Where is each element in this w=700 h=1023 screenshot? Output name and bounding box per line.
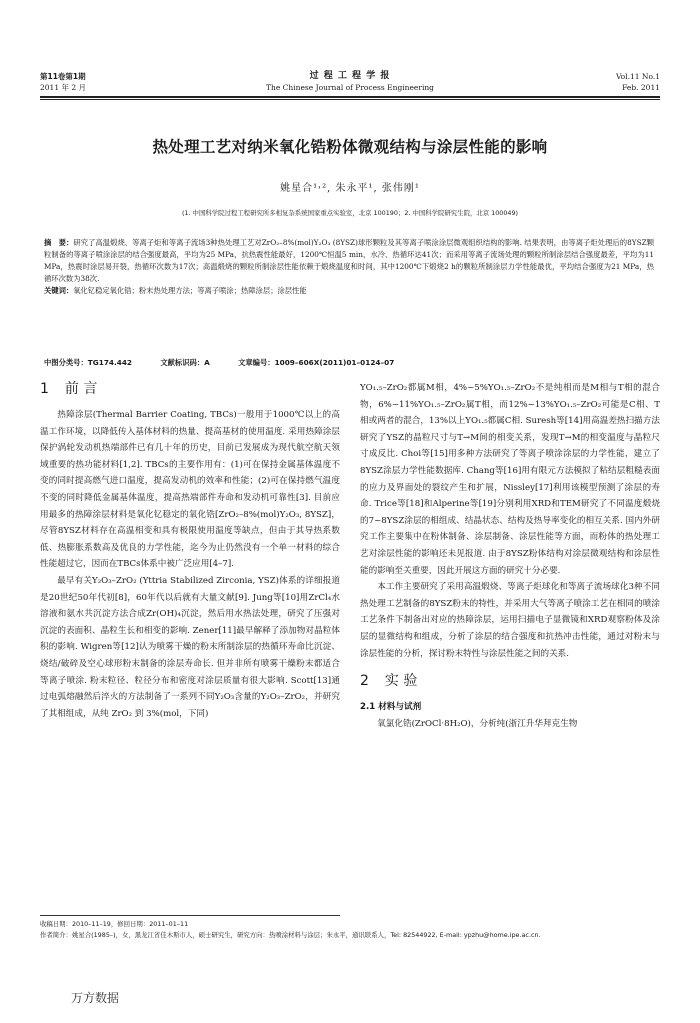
journal-name-cn: 过 程 工 程 学 报 [309, 71, 391, 81]
classification-line [44, 358, 654, 368]
header-rule-thick [40, 96, 660, 98]
journal-name-center [200, 71, 500, 93]
subsection-2-1-heading: 2.1 材料与试剂 [360, 702, 422, 713]
journal-name-en: The Chinese Journal of Process Engineering [266, 83, 434, 92]
abstract-block [44, 237, 654, 297]
watermark-text: 万方数据 [71, 991, 120, 1005]
keywords-line [44, 285, 654, 297]
doc-code-field: 文献标识码：A [160, 358, 210, 367]
abstract-text: 研究了高温煅烧、等离子炬和等离子流场3种热处理工艺对ZrO₂–8%(mol)Y₂O₃ (8YSZ)球形颗粒及其等离子喷涂涂层微观组织结构的影响. 结果表明，由等离子炬处理后的8YSZ颗粒制备的等离子喷涂涂层的结合强度最高，平均为25 MPa，抗热震性能最好，1200℃恒温5 min，水冷、热循环达41次；而采用等离子流场处理的颗粒所制涂层结合强度最差，平均为11 MPa，热震时涂层易开裂，热循环次数为17次；高温煅烧的颗粒所制涂层性能依赖于煅烧温度和时间，其中1200℃下煅烧2 h的颗粒所制涂层力学性能最优，平均结合强度为21 MPa，热循环次数为38次. [44, 238, 655, 284]
intro-paragraph-3: YO₁.₅–ZrO₂都属M相，4%~5%YO₁.₅–ZrO₂不是纯相而是M相与T相的混合物，6%~11%YO₁.₅–ZrO₂属T相，而12%~13%YO₁.₅–ZrO₂可能是C相、T相或两者的混合，13%以上YO₁.₅都属C相. Suresh等[14]用高温差热扫描方法研究了YSZ的晶粒尺寸与T→M间的相变关系，发现T→M的相变温度与晶粒尺寸成反比. Choi等[15]用多种方法研究了等离子喷涂涂层的力学性能，建立了8YSZ涂层力学性能数据库. Chang等[16]用有限元方法模拟了粘结层粗糙表面的应力及界面处的裂纹产生和扩展，Nissley[17]利用该模型预测了涂层的寿命. Trice等[18]和Alperine等[19]分别利用XRD和TEM研究了不同温度煅烧的7~8YSZ涂层的相组成、结晶状态、结构及热导率变化的相互关系. 国内外研究工作主要集中在粉体制备、涂层制备、涂层性能等方面，而粉体的热处理工艺对涂层性能的影响还未见报道. 由于8YSZ粉体结构对涂层微观结构和涂层性能的影响至关重要，因此开展这方面的研究十分必要. [360, 383, 660, 576]
body-column-right [360, 380, 660, 732]
abstract-label: 摘 要： [44, 238, 74, 247]
article-authors: 姚星合¹˒², 朱永平¹, 张伟刚¹ [280, 183, 420, 194]
intro-paragraph-2: 最早有关Y₂O₃–ZrO₂ (Yttria Stabilized Zirconia, YSZ)体系的详细报道是20世纪50年代初[8]，60年代以后就有大量文献[9]. Jung等[10]用ZrCl₄水溶液和氨水共沉淀方法合成Zr(OH)₄沉淀，然后用水热法处理，研究了压强对沉淀的表面积、晶粒生长和相变的影响. Zener[11]最早解释了添加物对晶粒体积的影响. Wigren等[12]认为喷雾干燥的粉末所制涂层的热循环寿命比沉淀、烧结/破碎及空心球形粉末制备的涂层寿命长. 但并非所有喷雾干燥粉末都适合等离子喷涂. 粉末粒径、粒径分布和密度对涂层质量有很大影响. Scott[13]通过电弧熔融然后淬火的方法制备了一系列不同Y₂O₃含量的Y₂O₃–ZrO₂，并研究了其相组成，从纯 ZrO₂ 到 3%(mol，下同) [40, 575, 340, 719]
keywords-label: 关键词： [44, 286, 74, 296]
abstract-paragraph [44, 237, 654, 285]
article-title: 热处理工艺对纳米氧化锆粉体微观结构与涂层性能的影响 [152, 138, 548, 156]
footnote-rule [40, 915, 340, 916]
intro-paragraph-1: 热障涂层(Thermal Barrier Coating, TBCs)一般用于1000℃以上的高温工作环境，以降低传入基体材料的热量、提高基材的使用温度. 采用热障涂层保护涡轮发动机热端部件已有几十年的历史，目前已发展成为现代航空航天领域重要的热功能材料[1,2]. TBCs的主要作用有：(1)可在保持金属基体温度不变的同时提高燃气进口温度，提高发动机的效率和性能；(2)可在保持燃气温度不变的同时降低金属基体温度，提高热端部件寿命和发动机可靠性[3]. 目前应用最多的热障涂层材料是氧化钇稳定的氧化锆[ZrO₂–8%(mol)Y₂O₃, 8YSZ]，尽管8YSZ材料存在高温相变和具有极限使用温度等缺点，但由于其导热系数低、热膨胀系数高及优良的力学性能，迄今为止仍然没有一个单一材料的综合性能超过它，因而在TBCs体系中被广泛应用[4–7]. [40, 410, 340, 570]
issue-volume: 第11卷第1期 [40, 72, 86, 81]
journal-issue-left [40, 71, 86, 93]
section-1-heading: 1 前 言 [40, 381, 98, 397]
date-en: Feb. 2011 [622, 83, 660, 92]
intro-paragraph-4: 本工作主要研究了采用高温煅烧、等离子炬球化和等离子流场球化3种不同热处理工艺制备的8YSZ粉末的特性，并采用大气等离子喷涂工艺在相同的喷涂工艺条件下制备出对应的热障涂层，运用扫描电子显微镜和XRD观察粉体及涂层的显微结构和组成，分析了涂层的结合强度和抗热冲击性能，通过对粉末与涂层性能的分析，探讨粉末特性与涂层性能之间的关系. [360, 582, 660, 659]
clc-field: 中图分类号：TG174.442 [44, 358, 132, 367]
footnote-dates: 收稿日期：2010–11–19，修回日期：2011–01–11 [40, 920, 189, 928]
footnote [40, 919, 660, 941]
issue-date: 2011 年 2 月 [40, 83, 87, 92]
article-id-field: 文章编号：1009–606X(2011)01–0124–07 [238, 358, 395, 367]
section-2-heading: 2 实 验 [360, 673, 418, 690]
volume-en: Vol.11 No.1 [615, 72, 660, 81]
footnote-author-bio: 作者简介：姚星合(1985–)，女，黑龙江省佳木斯市人，硕士研究生，研究方向：热喷涂材料与涂层；朱永平，通讯联系人，Tel: 82544922, E-mail: ypzhu@home.ipe.ac.cn. [40, 931, 541, 939]
author-affiliation: (1. 中国科学院过程工程研究所多相复杂系统国家重点实验室，北京 100190；2. 中国科学院研究生院，北京 100049) [181, 209, 519, 217]
body-column-left [40, 378, 340, 722]
header-rule-thin [40, 99, 660, 100]
materials-paragraph: 氧氯化锆(ZrOCl·8H₂O)，分析纯(浙江升华拜克生物 [377, 718, 578, 729]
journal-issue-right [540, 71, 660, 93]
keywords-text: 氧化钇稳定氧化锆；粉末热处理方法；等离子喷涂；热障涂层；涂层性能 [73, 286, 307, 296]
